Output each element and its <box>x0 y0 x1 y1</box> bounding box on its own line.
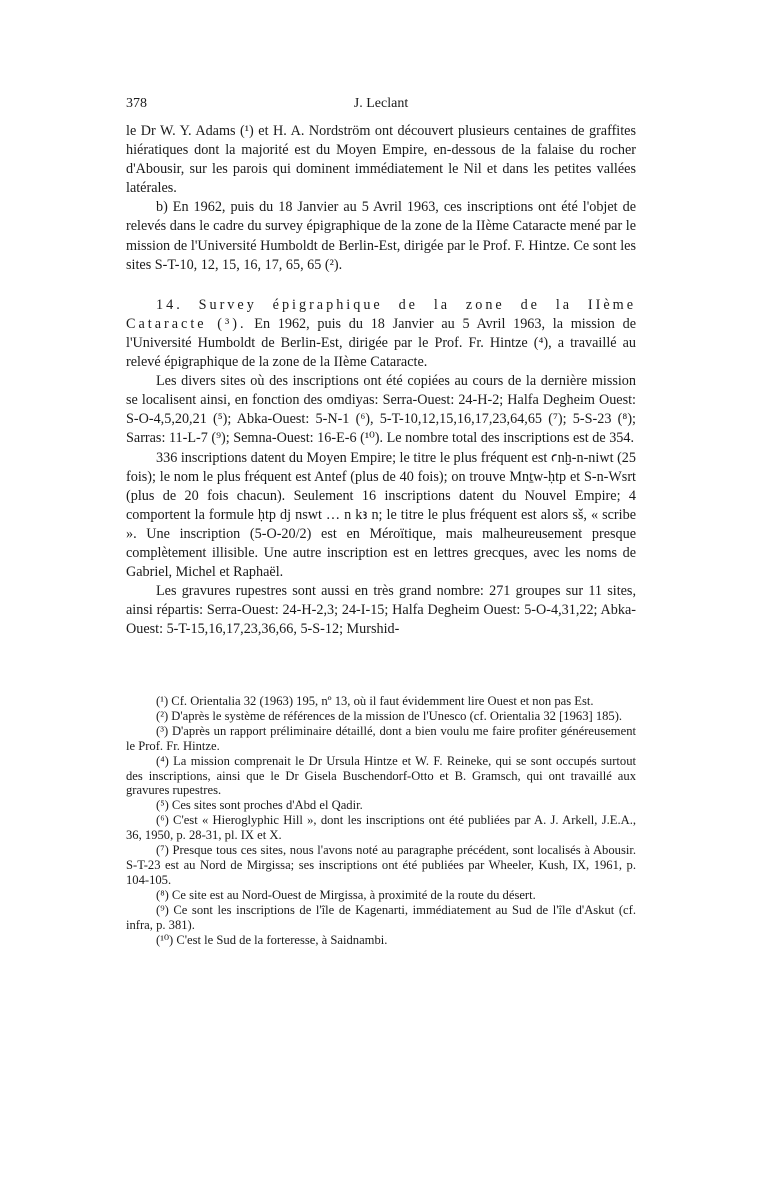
section-heading: 14. Survey épigraphique de la zone de la IIème Cataracte (³). <box>126 296 636 332</box>
footnote: (⁴) La mission comprenait le Dr Ursula Hintze et W. F. Reineke, qui se sont occupés surtout des inscriptions, ainsi que le Dr Gisela Buschendorf-Otto et B. Gramsch, qui ont travaillé aux gravures rupestres. <box>126 753 636 798</box>
footnote: (¹) Cf. Orientalia 32 (1963) 195, nº 13, où il faut évidemment lire Ouest et non pas Est. <box>156 694 594 708</box>
footnote: (⁸) Ce site est au Nord-Ouest de Mirgissa, à proximité de la route du désert. <box>156 887 536 902</box>
main-text <box>126 122 636 639</box>
footnote: (³) D'après un rapport préliminaire détaillé, dont a bien voulu me faire profiter généreusement le Prof. Fr. Hintze. <box>126 723 636 753</box>
section-text: En 1962, puis du 18 Janvier au 5 Avril 1963, la mission de l'Université Humboldt de Berlin-Est, dirigée par le Prof. Fr. Hintze (⁴), a travaillé au relevé épigraphique de la zone de la IIème Cataracte. <box>126 315 636 371</box>
section-paragraph <box>126 296 636 372</box>
footnotes <box>126 694 636 947</box>
footnote: (⁵) Ces sites sont proches d'Abd el Qadir. <box>156 798 363 813</box>
page-number: 378 <box>126 96 147 111</box>
paragraph: le Dr W. Y. Adams (¹) et H. A. Nordström ont découvert plusieurs centaines de graffites hiératiques dont la majorité est du Moyen Empire, en-dessous de la falaise du rocher d'Abousir, sur les parois qui dominent immédiatement le Nil et dans les petites vallées latérales. <box>126 123 636 197</box>
paragraph: b) En 1962, puis du 18 Janvier au 5 Avril 1963, ces inscriptions ont été l'objet de relevés dans le cadre du survey épigraphique de la zone de la IIème Cataracte mené par le mission de l'Université Humboldt de Berlin-Est, dirigée par le Prof. F. Hintze. Ce sont les sites S-T-10, 12, 15, 16, 17, 65, 65 (²). <box>126 199 636 273</box>
paragraph: Les divers sites où des inscriptions ont été copiées au cours de la dernière mission se localisent ainsi, en fonction des omdiyas: Serra-Ouest: 24-H-2; Halfa Degheim Ouest: S-O-4,5,20,21 (⁵); Abka-Ouest: 5-N-1 (⁶), 5-T-10,12,15,16,17,23,64,65 (⁷); 5-S-23 (⁸); Sarras: 11-L-7 (⁹); Semna-Ouest: 16-E-6 (¹⁰). Le nombre total des inscriptions est de 354. <box>126 373 636 447</box>
paragraph: 336 inscriptions datent du Moyen Empire; le titre le plus fréquent est ꜥnḫ-n-niwt (25 fois); le nom le plus fréquent est Antef (plus de 40 fois); on trouve Mnṯw-ḥtp et S-n-Wsrt (plus de 20 fois chacun). Seulement 16 inscriptions datent du Nouvel Empire; 4 comportent la formule ḥtp dj nswt … n kꜣ n; le titre le plus fréquent est alors sš, « scribe ». Une inscription (5-O-20/2) est en Méroïtique, mais malheureusement presque complètement illisible. Une autre inscription est en lettres grecques, avec les noms de Gabriel, Michel et Raphaël. <box>126 449 636 581</box>
running-header <box>126 96 636 118</box>
footnote: (⁶) C'est « Hieroglyphic Hill », dont les inscriptions ont été publiées par A. J. Arkell, J.E.A., 36, 1950, p. 28-31, pl. IX et X. <box>126 813 636 843</box>
footnote: (⁹) Ce sont les inscriptions de l'île de Kagenarti, immédiatement au Sud de l'île d'Askut (cf. infra, p. 381). <box>126 902 636 932</box>
running-author: J. Leclant <box>353 96 409 111</box>
paragraph: Les gravures rupestres sont aussi en très grand nombre: 271 groupes sur 11 sites, ainsi répartis: Serra-Ouest: 24-H-2,3; 24-I-15; Halfa Degheim Ouest: 5-O-4,31,22; Abka-Ouest: 5-T-15,16,17,23,36,66, 5-S-12; Murshid- <box>126 583 636 638</box>
footnote: (²) D'après le système de références de la mission de l'Unesco (cf. Orientalia 32 [1963] 185). <box>156 708 623 723</box>
footnote: (¹⁰) C'est le Sud de la forteresse, à Saidnambi. <box>156 932 388 947</box>
footnote: (⁷) Presque tous ces sites, nous l'avons noté au paragraphe précédent, sont localisés à Abousir. S-T-23 est au Nord de Mirgissa; ses inscriptions ont été publiées par Wheeler, Kush, IX, 1961, p. 104-105. <box>126 843 636 887</box>
